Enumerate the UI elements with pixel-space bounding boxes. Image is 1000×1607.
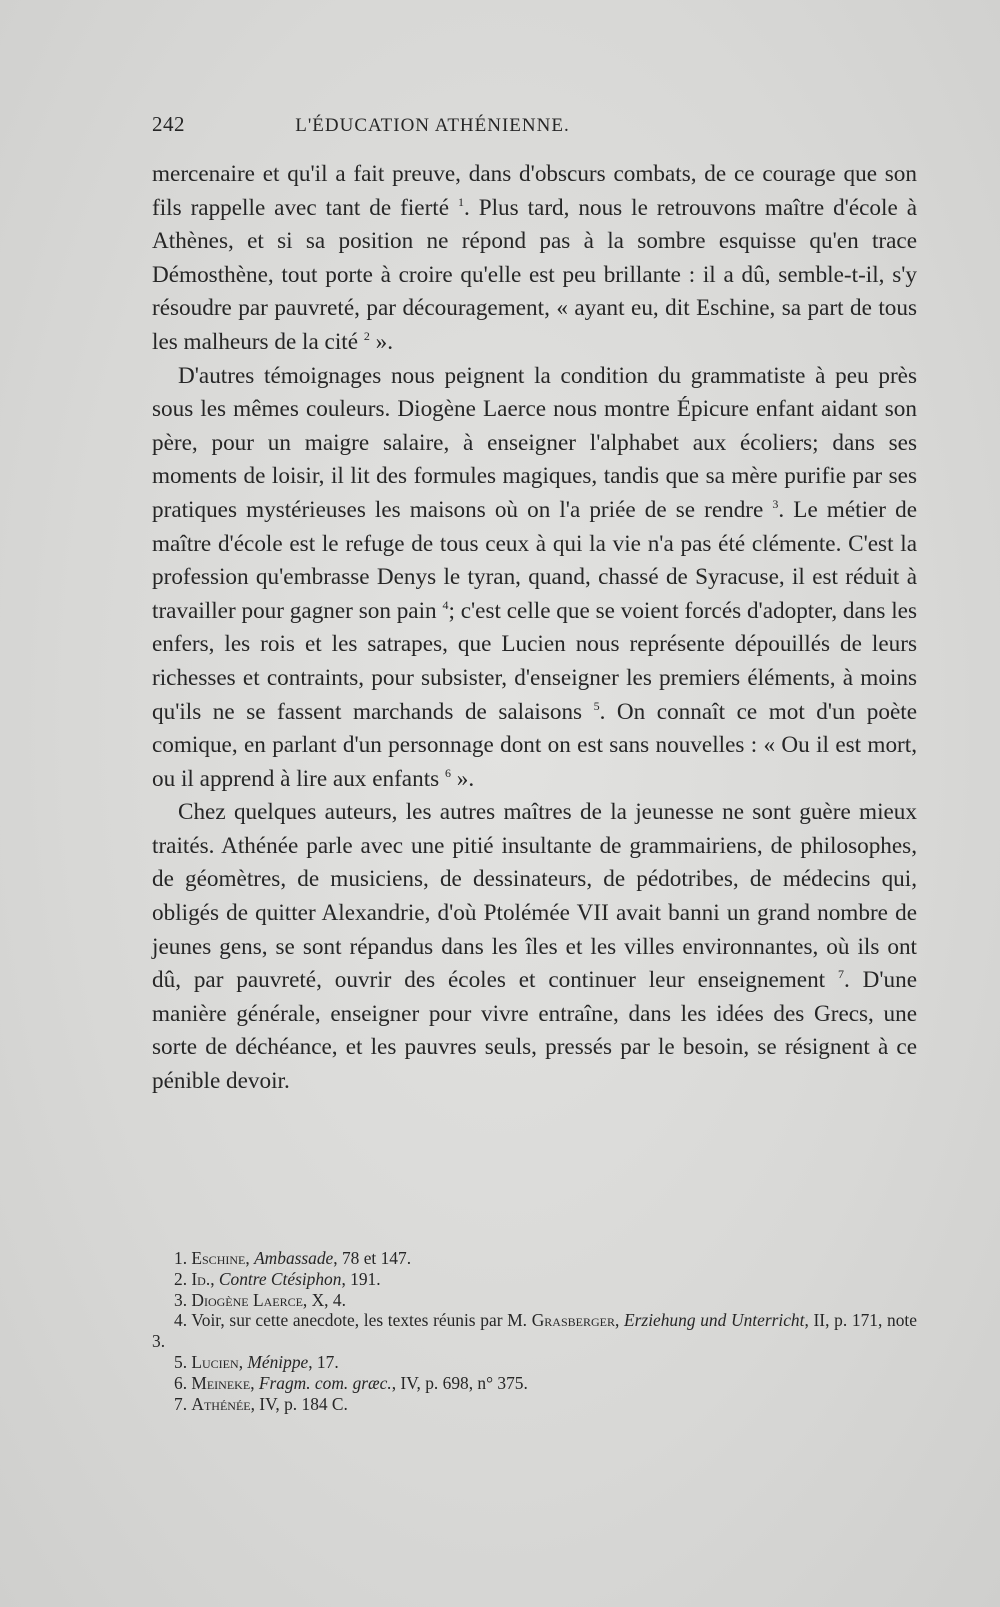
running-header (152, 112, 700, 137)
author-name: Diogène Laerce (191, 1289, 303, 1310)
footnotes (152, 1248, 917, 1414)
work-title: Erziehung und Unterricht (624, 1310, 805, 1331)
work-title: Ménippe (247, 1351, 309, 1372)
author-name: Meineke (191, 1372, 251, 1393)
author-name: Lucien (191, 1351, 239, 1372)
work-title: Ambassade (254, 1248, 334, 1268)
paragraph (152, 158, 917, 360)
text-run: , (614, 1310, 625, 1331)
author-name: Athénée (191, 1393, 251, 1414)
footnote (152, 1248, 917, 1269)
text-run: , IV, p. 184 C. (250, 1393, 348, 1414)
text-run: . On connaît ce mot d'un poète comique, en parlant d'un personnage dont on est sans nouvelles : « Ou il est mort, ou il apprend à lire aux enfants (152, 698, 917, 792)
text-run: 1. (174, 1248, 192, 1268)
text-run: , 191. (341, 1268, 381, 1289)
text-run: , II, p. 171, note 3. (152, 1310, 917, 1352)
text-run: ». (369, 328, 394, 355)
text-run: 6. (174, 1372, 192, 1393)
text-run: , 17. (308, 1351, 339, 1372)
text-run: Chez quelques auteurs, les autres maîtres de la jeunesse ne sont guère mieux traités. Athénée parle avec une pitié insultante de grammairiens, de philosophes, de géomètres, de musiciens, de dessinateurs, de pédotribes, de médecins qui, obligés de quitter Alexandrie, d'où Ptolémée VII avait banni un grand nombre de jeunes gens, se sont répandus dans les îles et les villes environnantes, où ils ont dû, par pauvreté, ouvrir des écoles et continuer leur enseignement (152, 799, 917, 994)
footnote (152, 1352, 917, 1373)
footnote-marker: 5 (593, 698, 600, 713)
footnote (152, 1394, 917, 1415)
text-run: . D'une manière générale, enseigner pour vivre entraîne, dans les idées des Grecs, une sorte de déchéance, et les pauvres seuls, pressés par le besoin, se résignent à ce pénible devoir. (152, 967, 917, 1095)
footnote (152, 1310, 917, 1352)
running-title: L'ÉDUCATION ATHÉNIENNE. (295, 115, 570, 136)
text-run: . Le métier de maître d'école est le refuge de tous ceux à qui la vie n'a pas été clémente. C'est la profession qu'embrasse Denys le tyran, quand, chassé de Syracuse, il est réduit à travailler pour gagner son pain (152, 496, 917, 624)
footnote-marker: 6 (444, 765, 451, 780)
text-run: , IV, p. 698, n° 375. (391, 1372, 528, 1393)
footnote (152, 1290, 917, 1311)
footnote-marker: 7 (837, 967, 844, 982)
text-run: 7. (174, 1393, 192, 1414)
text-run: , X, 4. (302, 1289, 346, 1310)
paragraph (152, 796, 917, 1098)
text-run: 2. (174, 1268, 192, 1289)
text-run: , 78 et 147. (333, 1248, 412, 1268)
page-number: 242 (152, 112, 185, 136)
text-run: . Plus tard, nous le retrouvons maître d'école à Athènes, et si sa position ne répond pas à la sombre esquisse qu'en trace Démosthène, tout porte à croire qu'elle est peu brillante : il a dû, semble-t-il, s'y résoudre par pauvreté, par découragement, « ayant eu, dit Eschine, sa part de tous les malheurs de la cité (152, 194, 917, 355)
text-run: , (245, 1248, 255, 1268)
text-run: D'autres témoignages nous peignent la condition du grammatiste à peu près sous les mêmes couleurs. Diogène Laerce nous montre Épicure enfant aidant son père, pour un maigre salaire, à enseigner l'alphabet aux écoliers; dans ses moments de loisir, il lit des formules magiques, tandis que sa mère purifie par ses pratiques mystérieuses les maisons où on l'a priée de se rendre (152, 362, 917, 523)
author-name: Eschine (191, 1248, 246, 1268)
text-run: mercenaire et qu'il a fait preuve, dans d'obscurs combats, de ce courage que son fils rappelle avec tant de fierté (152, 161, 917, 221)
work-title: Fragm. com. græc. (258, 1372, 392, 1393)
text-run: 3. (174, 1289, 192, 1310)
author-name: Id. (191, 1268, 211, 1289)
work-title: Contre Ctésiphon (218, 1268, 342, 1289)
text-run: ; c'est celle que se voient forcés d'adopter, dans les enfers, les rois et les satrapes, que Lucien nous représente dépouillés de leurs richesses et contraints, pour subsister, d'enseigner les premiers éléments, à moins qu'ils ne se fassent marchands de salaisons (152, 597, 917, 725)
text-run: , (250, 1372, 259, 1393)
footnote (152, 1269, 917, 1290)
footnote-marker: 3 (772, 496, 779, 511)
text-run: 5. (174, 1351, 192, 1372)
footnote-marker: 1 (457, 194, 464, 209)
main-text (152, 158, 917, 1099)
paragraph (152, 360, 917, 797)
footnote-marker: 4 (442, 597, 449, 612)
author-name: Grasberger (531, 1310, 615, 1331)
text-run: ». (450, 765, 475, 792)
text-run: , (238, 1351, 248, 1372)
footnote-marker: 2 (363, 328, 370, 343)
text-run: , (210, 1268, 219, 1289)
footnote (152, 1373, 917, 1394)
text-run: 4. Voir, sur cette anecdote, les textes réunis par M. (174, 1310, 532, 1331)
